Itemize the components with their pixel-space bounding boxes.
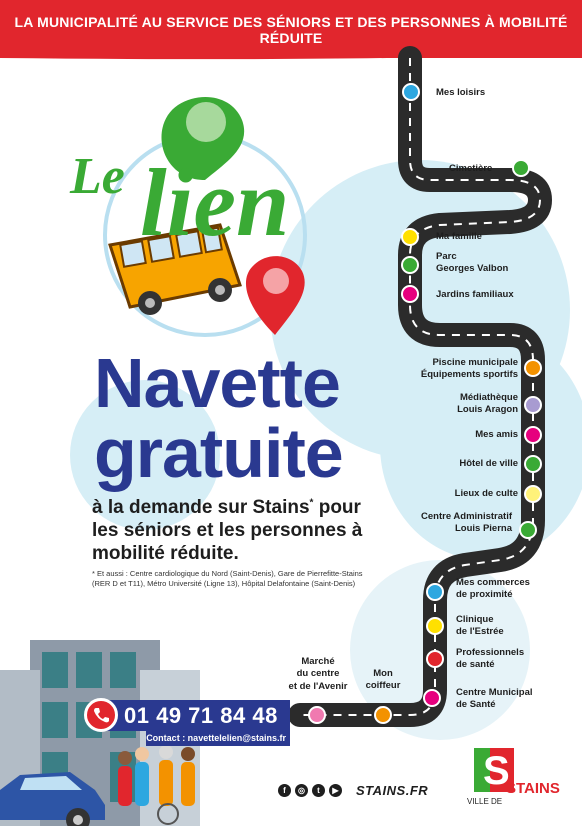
stop-dot bbox=[525, 360, 541, 376]
stop-mon-coiffeur: Mon coiffeur bbox=[365, 668, 401, 692]
stop-parc: Parc Georges Valbon bbox=[436, 251, 509, 275]
stop-professionnels: Professionnels de santé bbox=[456, 647, 525, 671]
logo-sub: VILLE DE bbox=[467, 797, 503, 806]
stop-clinique: Clinique de l'Estrée bbox=[456, 614, 504, 638]
stop-dot bbox=[402, 229, 418, 245]
stop-dot bbox=[375, 707, 391, 723]
stop-dot bbox=[427, 584, 443, 600]
headline-gratuite: gratuite bbox=[94, 414, 343, 492]
stop-mes-loisirs: Mes loisirs bbox=[436, 87, 486, 98]
facebook-icon[interactable]: f bbox=[278, 784, 291, 797]
stop-dot bbox=[520, 522, 536, 538]
stop-centre-municipal: Centre Municipal de Santé bbox=[456, 687, 533, 711]
banner-title: LA MUNICIPALITÉ AU SERVICE DES SÉNIORS ET DES PERSONNES À MOBILITÉ RÉDUITE bbox=[14, 14, 568, 46]
stop-jardins: Jardins familiaux bbox=[436, 289, 514, 300]
stop-dot bbox=[525, 486, 541, 502]
stop-commerces: Mes commerces de proximité bbox=[456, 577, 530, 601]
stop-ma-famille: Ma famille bbox=[436, 231, 482, 242]
stop-dot bbox=[424, 690, 440, 706]
stop-dot bbox=[309, 707, 325, 723]
stop-lieux-de-culte: Lieux de culte bbox=[454, 488, 518, 499]
stop-marche: Marché du centre et de l'Avenir bbox=[288, 656, 348, 692]
stop-dot bbox=[525, 456, 541, 472]
stop-cimetiere: Cimetière bbox=[449, 163, 493, 174]
stop-piscine: Piscine municipale Équipements sportifs bbox=[420, 357, 518, 381]
headline-navette: Navette bbox=[94, 344, 340, 422]
stop-centre-admin: Centre Administratif Louis Pierna bbox=[421, 511, 512, 535]
footnote: * Et aussi : Centre cardiologique du Nord (Saint-Denis), Gare de Pierrefitte-Stains (RER D et T11), Métro Université (Ligne 13), Hôpital Delafontaine (Saint-Denis) bbox=[92, 569, 363, 589]
contact-email[interactable]: Contact : navettelelien@stains.fr bbox=[146, 731, 290, 746]
stop-dot bbox=[403, 84, 419, 100]
logo-lien: lien bbox=[140, 149, 290, 256]
phone-icon bbox=[84, 698, 118, 732]
stop-dot bbox=[402, 286, 418, 302]
stop-mediatheque: Médiathèque Louis Aragon bbox=[457, 392, 518, 416]
logo-word: STAINS bbox=[506, 780, 560, 797]
service-description bbox=[92, 497, 392, 565]
stop-dot bbox=[525, 397, 541, 413]
description-part1: à la demande sur Stains bbox=[92, 497, 310, 518]
phone-number[interactable]: 01 49 71 84 48 bbox=[124, 703, 278, 728]
twitter-icon[interactable]: t bbox=[312, 784, 325, 797]
stop-dot bbox=[427, 618, 443, 634]
website-link[interactable]: STAINS.FR bbox=[356, 783, 429, 798]
stop-dot bbox=[402, 257, 418, 273]
stop-dot bbox=[513, 160, 529, 176]
instagram-icon[interactable]: ◎ bbox=[295, 784, 308, 797]
stop-mes-amis: Mes amis bbox=[475, 429, 518, 440]
description-part2: pour les séniors et les personnes à mobilité réduite. bbox=[92, 497, 363, 564]
stop-hotel-de-ville: Hôtel de ville bbox=[459, 458, 518, 469]
logo-le: Le bbox=[70, 148, 125, 205]
footnote-mark: * bbox=[309, 497, 314, 509]
svg-text:S: S bbox=[483, 749, 510, 792]
youtube-icon[interactable]: ▶ bbox=[329, 784, 342, 797]
stop-dot bbox=[427, 651, 443, 667]
stop-dot bbox=[525, 427, 541, 443]
